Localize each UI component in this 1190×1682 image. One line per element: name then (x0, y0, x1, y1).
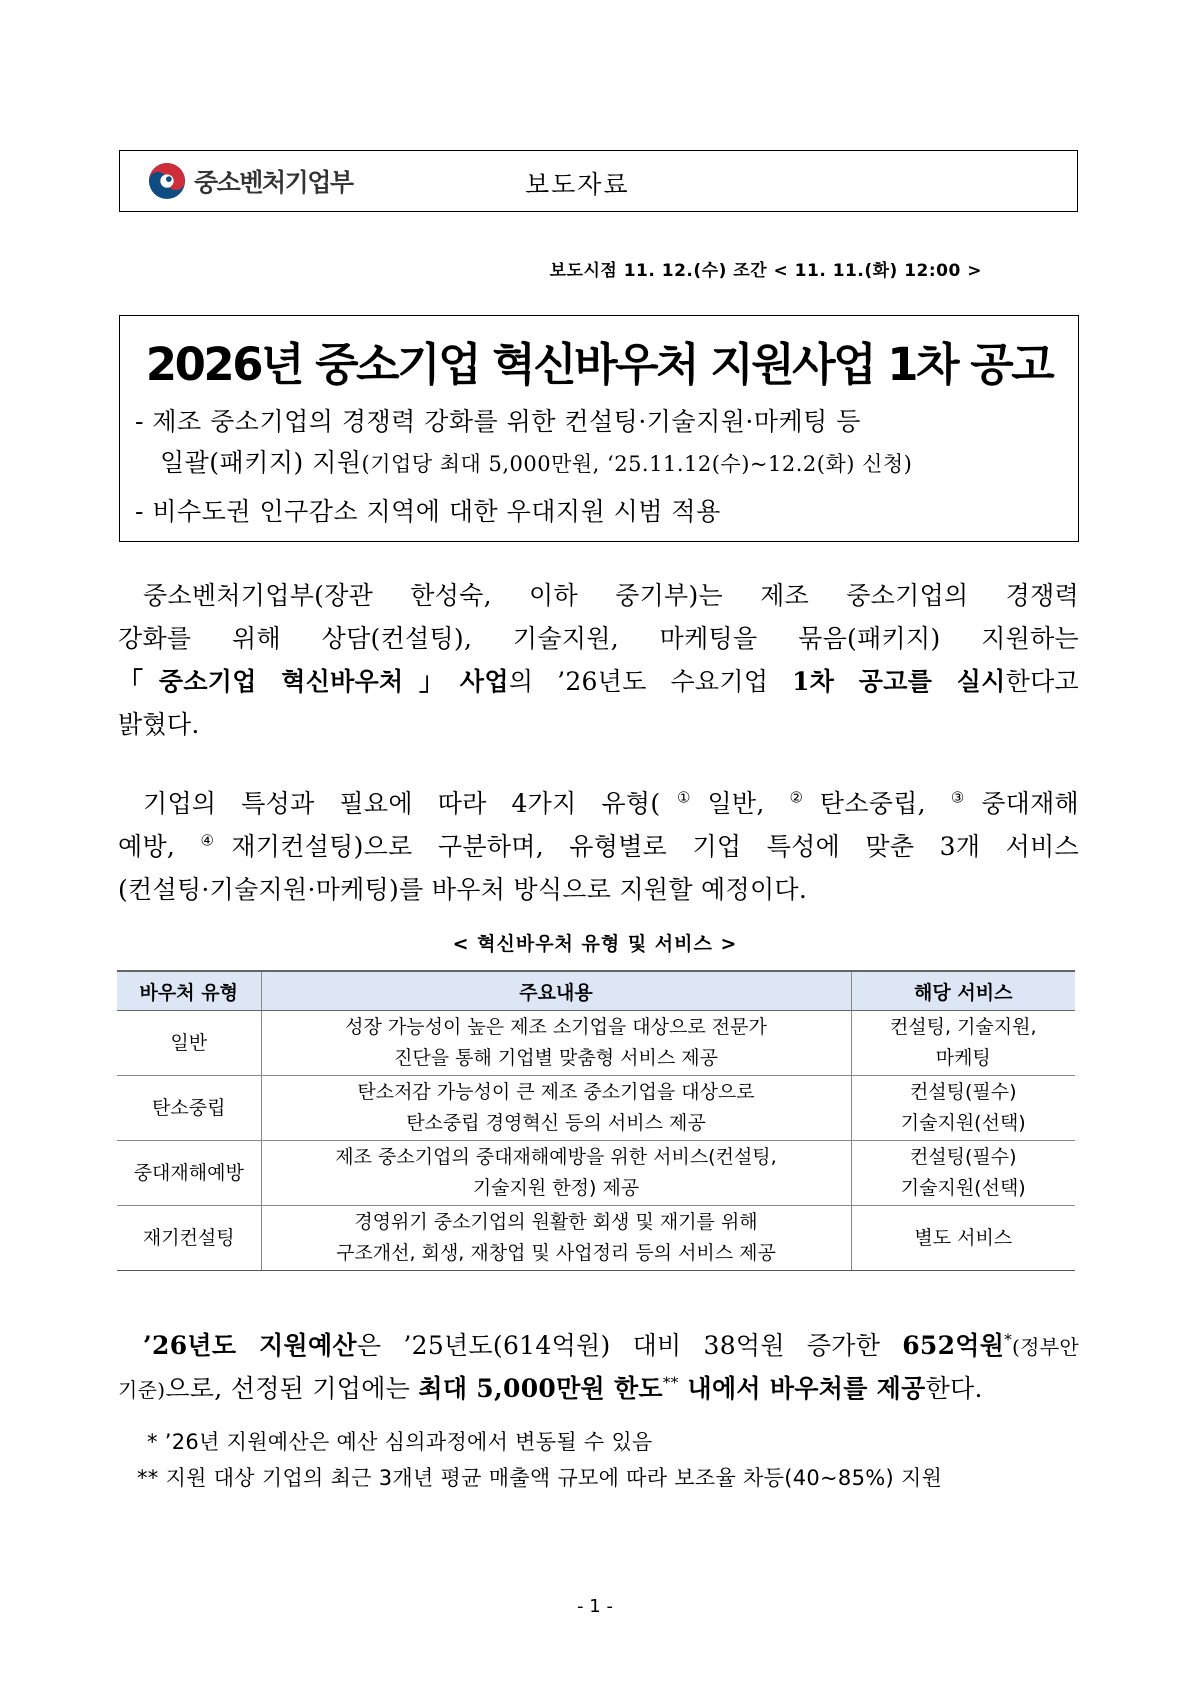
p3-text: 은 ’25년도(614억원) 대비 38억원 증가한 (356, 1331, 903, 1360)
cell-type: 탄소중립 (117, 1076, 261, 1141)
cell-content (261, 1076, 851, 1141)
table-row (117, 1076, 1075, 1141)
circled-number-2: ② (789, 788, 820, 807)
cell-content-line: 경영위기 중소기업의 원활한 회생 및 재기를 위해 (354, 1211, 758, 1233)
p3-text-end: 한다. (925, 1374, 983, 1403)
doc-type-label: 보도자료 (525, 170, 630, 199)
paragraph-2-line-2 (118, 825, 1079, 868)
header-box (119, 150, 1078, 212)
paragraph-3-line-1 (118, 1324, 1079, 1367)
subtitle-1-detail: (기업당 최대 5,000만원, ‘25.11.12(수)~12.2(화) 신청) (361, 452, 913, 476)
budget-amount: 652억원 (902, 1331, 1005, 1360)
circled-number-3: ③ (950, 788, 982, 807)
paragraph-3 (118, 1324, 1079, 1410)
cell-service-line: 컨설팅(필수) (909, 1081, 1017, 1103)
program-name: 「중소기업 혁신바우처」사업 (118, 667, 509, 696)
announcement-emphasis: 1차 공고를 실시 (792, 667, 1006, 696)
paragraph-1-line-1: 중소벤처기업부(장관 한성숙, 이하 중기부)는 제조 중소기업의 경쟁력 (143, 581, 1079, 610)
max-limit: 최대 5,000만원 한도 (418, 1374, 663, 1403)
voucher-provision: 내에서 바우처를 제공 (678, 1374, 926, 1403)
p2-type-recovery: 재기컨설팅)으로 구분하며, 유형별로 기업 특성에 맞춘 3개 서비스 (231, 832, 1079, 861)
subtitle-2: - 비수도권 인구감소 지역에 대한 우대지원 시범 적용 (135, 497, 721, 526)
subtitle-1-line-1: - 제조 중소기업의 경쟁력 강화를 위한 컨설팅·기술지원·마케팅 등 (135, 407, 861, 436)
paragraph-2-line-1 (118, 782, 1079, 825)
paragraph-1-line-3 (118, 660, 1079, 703)
cell-type: 중대재해예방 (117, 1141, 261, 1206)
cell-service-line: 컨설팅, 기술지원, (889, 1016, 1037, 1038)
table-row (117, 1011, 1075, 1076)
p2-type-accident: 중대재해 (981, 789, 1080, 818)
paragraph-1-text: 의 ’26년도 수요기업 (508, 667, 793, 696)
cell-content-line: 탄소중립 경영혁신 등의 서비스 제공 (406, 1112, 706, 1134)
cell-content-line: 구조개선, 회생, 재창업 및 사업정리 등의 서비스 제공 (336, 1242, 776, 1264)
p2-text: 기업의 특성과 필요에 따라 4가지 유형( (143, 789, 661, 818)
paragraph-2 (118, 782, 1079, 911)
release-time: 보도시점 11. 12.(수) 조간 < 11. 11.(화) 12:00 > (549, 261, 982, 281)
voucher-table (117, 970, 1075, 1271)
cell-content-line: 제조 중소기업의 중대재해예방을 위한 서비스(컨설팅, (335, 1146, 777, 1168)
paragraph-1-line-4: 밝혔다. (118, 710, 200, 739)
ministry-logo (148, 161, 383, 201)
cell-content (261, 1141, 851, 1206)
page-number: - 1 - (577, 1596, 613, 1617)
budget-label: ’26년도 지원예산 (143, 1331, 357, 1360)
footnote-2: ** 지원 대상 기업의 최근 3개년 평균 매출액 규모에 따라 보조율 차등(40~85%) 지원 (137, 1466, 943, 1490)
paragraph-1 (118, 574, 1079, 746)
table-row (117, 1141, 1075, 1206)
footnote-mark-1: * (1004, 1330, 1013, 1349)
paragraph-2-line-3: (컨설팅·기술지원·마케팅)를 바우처 방식으로 지원할 예정이다. (118, 875, 808, 904)
table-row (117, 1206, 1075, 1271)
p2-type-general: 일반, (707, 789, 790, 818)
p3-small-text: (정부안 (1012, 1335, 1079, 1359)
p3-text-2: 으로, 선정된 기업에는 (165, 1374, 419, 1403)
cell-service (851, 1011, 1075, 1076)
taegeuk-logo-icon (148, 162, 186, 200)
cell-service-line: 마케팅 (935, 1047, 991, 1069)
cell-type: 일반 (117, 1011, 261, 1076)
ministry-name: 중소벤처기업부 (194, 168, 353, 197)
header-voucher-type: 바우처 유형 (117, 971, 261, 1011)
footnote-mark-2: ** (662, 1373, 679, 1392)
header-main-content: 주요내용 (261, 971, 851, 1011)
cell-service: 별도 서비스 (851, 1206, 1075, 1271)
table-header-row (117, 971, 1075, 1011)
cell-content (261, 1011, 851, 1076)
circled-number-4: ④ (200, 831, 232, 850)
paragraph-1-line-2: 강화를 위해 상담(컨설팅), 기술지원, 마케팅을 묶음(패키지) 지원하는 (118, 624, 1079, 653)
cell-service-line: 기술지원(선택) (900, 1112, 1026, 1134)
header-services: 해당 서비스 (851, 971, 1075, 1011)
p2-text-prevention: 예방, (118, 832, 201, 861)
cell-service-line: 컨설팅(필수) (909, 1146, 1017, 1168)
cell-service (851, 1076, 1075, 1141)
circled-number-1: ① (660, 788, 708, 807)
paragraph-1-text-end: 한다고 (1005, 667, 1079, 696)
cell-service-line: 기술지원(선택) (900, 1177, 1026, 1199)
subtitle-1-main: 일괄(패키지) 지원 (160, 448, 362, 477)
subtitle-1-line-2 (160, 443, 912, 479)
cell-content-line: 성장 가능성이 높은 제조 소기업을 대상으로 전문가 (345, 1016, 767, 1038)
cell-content (261, 1206, 851, 1271)
paragraph-3-line-2 (118, 1367, 1079, 1410)
footnote-1: * ’26년 지원예산은 예산 심의과정에서 변동될 수 있음 (147, 1430, 653, 1454)
table-caption: < 혁신바우처 유형 및 서비스 > (452, 933, 738, 955)
cell-content-line: 탄소저감 가능성이 큰 제조 중소기업을 대상으로 (357, 1081, 755, 1103)
p2-type-carbon: 탄소중립, (819, 789, 951, 818)
cell-content-line: 진단을 통해 기업별 맞춤형 서비스 제공 (394, 1047, 718, 1069)
title-box (119, 315, 1079, 542)
page-title: 2026년 중소기업 혁신바우처 지원사업 1차 공고 (145, 338, 1053, 391)
cell-type: 재기컨설팅 (117, 1206, 261, 1271)
cell-content-line: 기술지원 한정) 제공 (472, 1177, 640, 1199)
p3-small-text-2: 기준) (118, 1378, 166, 1402)
cell-service (851, 1141, 1075, 1206)
